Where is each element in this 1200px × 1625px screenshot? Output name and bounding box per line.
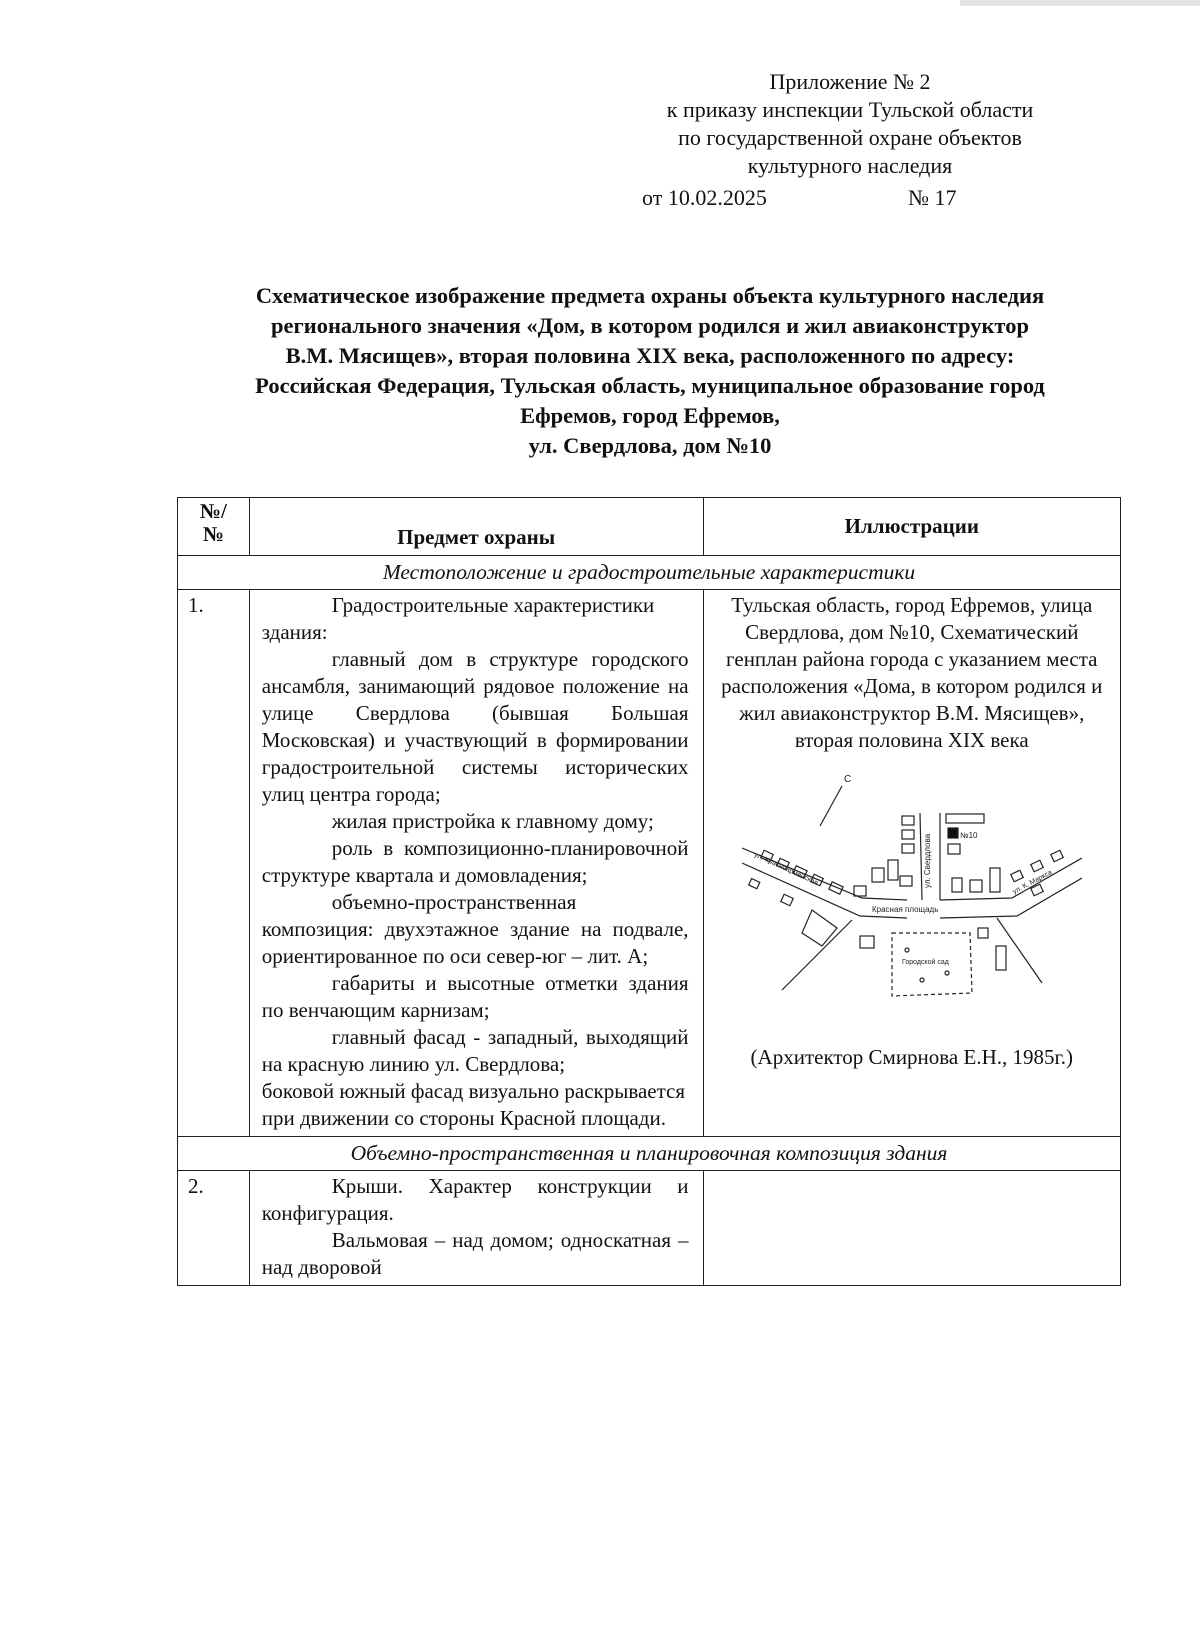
site-plan-map [742, 768, 1082, 1028]
paragraph: главный фасад - западный, выходящий на красную линию ул. Свердлова; [261, 1025, 689, 1076]
paragraph: объемно-пространственная композиция: двухэтажное здание на подвале, ориентированное по оси север-юг – лит. А; [261, 890, 689, 968]
building [948, 844, 960, 854]
paragraph: Градостроительные характеристики здания: [261, 593, 655, 644]
building [748, 879, 759, 889]
street-label: ул. Красноармейская [752, 851, 819, 888]
paragraph: габариты и высотные отметки здания по венчающим карнизам; [261, 971, 689, 1022]
building [970, 880, 982, 892]
appendix-line: к приказу инспекции Тульской области [666, 97, 1034, 122]
house-number-label: №10 [959, 831, 978, 840]
table-header-row [178, 498, 1121, 556]
building [952, 878, 962, 892]
order-reference [590, 184, 1110, 214]
north-label: С [843, 774, 851, 785]
building [946, 814, 984, 823]
row-subject-text [249, 1171, 703, 1286]
north-arrow-line [820, 786, 842, 826]
section-row [178, 1137, 1121, 1171]
building [902, 830, 914, 839]
building [860, 936, 874, 948]
title-line: ул. Свердлова, дом №10 [528, 433, 772, 458]
row-number: 1. [178, 590, 250, 1137]
building [978, 928, 988, 938]
square-label: Красная площадь [871, 905, 939, 914]
title-line: регионального значения «Дом, в котором родился и жил авиаконструктор [271, 313, 1029, 338]
appendix-line: по государственной охране объектов [678, 125, 1022, 150]
protection-subject-table [177, 497, 1121, 1286]
section-row [178, 556, 1121, 590]
paragraph: главный дом в структуре городского ансамбля, занимающий рядовое положение на улице Свердлова (бывшая Большая Московская) и участвующий в формировании градостроительной системы исторических улиц центра города; [261, 647, 689, 806]
title-line: Ефремов, город Ефремов, [520, 403, 780, 428]
order-number: № 17 [908, 185, 957, 210]
header-number: №/ № [178, 498, 250, 556]
building [996, 946, 1006, 970]
row-illustration-empty [703, 1171, 1120, 1286]
building [900, 876, 912, 886]
building [1031, 860, 1043, 871]
street-label: ул. Свердлова [922, 833, 932, 888]
header-illustrations: Иллюстрации [703, 498, 1120, 556]
street-edge [997, 918, 1042, 983]
building [1051, 850, 1063, 861]
building [854, 886, 866, 896]
street-label: ул. К. Маркса [1011, 869, 1054, 896]
tree [905, 948, 909, 952]
building [872, 868, 884, 882]
appendix-header [590, 68, 1110, 214]
building [781, 894, 793, 905]
table-row [178, 590, 1121, 1137]
garden-label: Городской сад [901, 959, 949, 966]
scan-edge-mark [960, 0, 1200, 6]
street-edge [782, 920, 852, 990]
paragraph: роль в композиционно-планировочной структуре квартала и домовладения; [261, 836, 689, 887]
section-title-composition: Объемно-пространственная и планировочная композиция здания [178, 1137, 1121, 1171]
title-line: Российская Федерация, Тульская область, муниципальное образование город [255, 373, 1045, 398]
street-edge [940, 858, 1082, 900]
monument-house-marker [948, 828, 958, 838]
row-subject-text [249, 590, 703, 1137]
paragraph: боковой южный фасад визуально раскрывается при движении со стороны Красной площади. [261, 1079, 686, 1130]
section-title-location: Местоположение и градостроительные характеристики [178, 556, 1121, 590]
street-edge [920, 813, 922, 900]
building [902, 844, 914, 853]
row-number: 2. [178, 1171, 250, 1286]
table-row [178, 1171, 1121, 1286]
tree [920, 978, 924, 982]
appendix-title: Приложение № 2 [769, 69, 931, 94]
paragraph: жилая пристройка к главному дому; [331, 809, 654, 833]
appendix-line: культурного наследия [747, 153, 953, 178]
title-line: В.М. Мясищев», вторая половина XIX века, расположенного по адресу: [285, 343, 1015, 368]
title-line: Схематическое изображение предмета охраны объекта культурного наследия [255, 283, 1045, 308]
order-date: от 10.02.2025 [642, 185, 767, 210]
header-subject: Предмет охраны [249, 498, 703, 556]
tree [945, 971, 949, 975]
paragraph: Вальмовая – над домом; односкатная – над дворовой [261, 1228, 689, 1279]
row-illustration [703, 590, 1120, 1137]
building [829, 882, 843, 894]
document-title [160, 281, 1140, 461]
building [1011, 870, 1023, 881]
illustration-caption: Тульская область, город Ефремов, улица Свердлова, дом №10, Схематический генплан района города с указанием места расположения «Дома, в котором родился и жил авиаконструктор В.М. Мясищев», вторая половина XIX века [721, 593, 1103, 752]
building [888, 860, 898, 880]
building [990, 868, 1000, 892]
paragraph: Крыши. Характер конструкции и конфигурация. [261, 1174, 689, 1225]
author-credit: (Архитектор Смирнова Е.Н., 1985г.) [750, 1045, 1073, 1069]
building [902, 816, 914, 825]
